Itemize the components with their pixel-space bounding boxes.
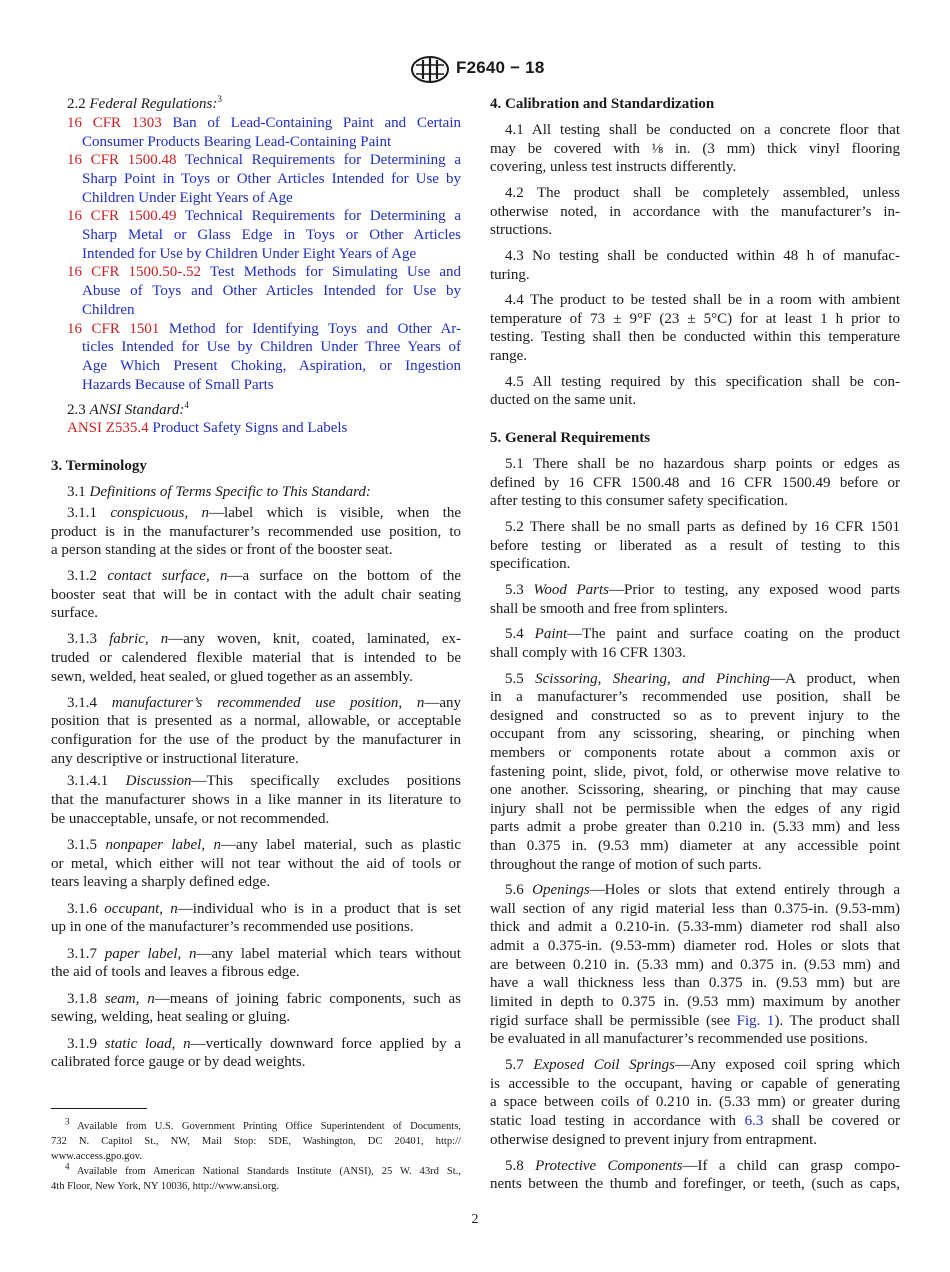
text-segment: otherwise noted, in accordance with the manufacturer’s in-	[490, 204, 900, 220]
text-segment: sewing, welding, heat sealing or gluing.	[51, 1009, 291, 1025]
text-line	[490, 600, 900, 619]
text-line	[51, 189, 461, 208]
text-line	[490, 1012, 900, 1031]
footnote-line	[51, 1179, 461, 1194]
text-line	[490, 837, 900, 856]
text-line	[51, 151, 461, 170]
text-line	[51, 376, 461, 395]
reference-link[interactable]: Intended for Use by Children Under Eight Years of Age	[82, 246, 417, 262]
text-segment: 5.4	[505, 626, 535, 642]
reference-link[interactable]: Ban of Lead-Containing Paint and Certain	[161, 115, 461, 131]
text-segment: shall be smooth and free from splinters.	[490, 601, 728, 617]
text-line	[490, 184, 900, 203]
reference-link[interactable]: Age Which Present Choking, Aspiration, or Ingestion	[82, 358, 461, 374]
text-segment: rigid surface shall be permissible (see	[490, 1013, 737, 1029]
text-segment: —a surface on the bottom of the	[227, 568, 462, 584]
reference-link[interactable]: Test Methods for Simulating Use and	[201, 264, 461, 280]
text-line	[490, 328, 900, 347]
text-segment: after testing to this consumer safety specification.	[490, 493, 788, 509]
reference-link[interactable]: Technical Requirements for Determining a	[176, 152, 461, 168]
text-line	[51, 226, 461, 245]
text-segment: shall be covered or	[763, 1113, 900, 1129]
text-line	[490, 158, 900, 177]
text-segment: 5.2 There shall be no small parts as defined by 16 CFR 1501	[505, 519, 900, 535]
text-segment: 3.1.3	[67, 631, 110, 647]
text-segment: position that is presented as a normal, allowable, or acceptable	[51, 713, 461, 729]
text-segment: throughout the range of motion of such parts.	[490, 857, 762, 873]
text-segment: before testing or liberated as a result of testing to this	[490, 538, 900, 554]
text-line	[51, 855, 461, 874]
text-segment: 3.1	[67, 484, 90, 500]
text-segment: ). The product shall	[774, 1013, 900, 1029]
text-line	[490, 373, 900, 392]
text-segment: Wood Parts	[533, 582, 609, 598]
text-segment: testing. Testing shall then be conducted within this temperature	[490, 329, 900, 345]
text-segment: —any woven, knit, coated, laminated, ex-	[168, 631, 461, 647]
text-segment: or metal, which either will not tear without the aid of tools or	[51, 856, 461, 872]
footnote-line	[51, 1116, 461, 1134]
text-line	[51, 567, 461, 586]
text-segment: configuration for the use of the product by the manufacturer in	[51, 732, 461, 748]
text-segment: Paint	[534, 626, 568, 642]
standard-designation: F2640 − 18	[456, 58, 545, 77]
text-line	[51, 750, 461, 769]
text-segment: manufacturer’s recommended use position, n	[111, 695, 425, 711]
text-line	[490, 347, 900, 366]
footnote-line	[51, 1161, 461, 1179]
text-line	[490, 492, 900, 511]
text-line	[51, 504, 461, 523]
text-line	[51, 731, 461, 750]
text-segment: calibrated force gauge or by dead weights.	[51, 1054, 306, 1070]
text-line	[490, 1157, 900, 1176]
text-segment: occupant, n	[104, 901, 178, 917]
text-line	[51, 1053, 461, 1072]
text-segment: turing.	[490, 267, 530, 283]
text-line	[490, 937, 900, 956]
text-segment: conspicuous, n	[110, 505, 210, 521]
text-segment: occupant from any scissoring, shearing, or pinching when	[490, 726, 900, 742]
text-segment: 4.1 All testing shall be conducted on a concrete floor that	[505, 122, 900, 138]
text-line	[51, 401, 461, 420]
right-column	[490, 0, 900, 1272]
text-segment: static load, n	[104, 1036, 191, 1052]
text-segment: that the manufacturer shows in a like manner in its literature to	[51, 792, 461, 808]
text-segment: —label which is visible, when the	[209, 505, 461, 521]
text-segment: designed and constructed so as to prevent injury to the	[490, 708, 900, 724]
footnote-divider	[51, 1108, 147, 1109]
text-segment: admit a 0.375-in. (9.53-mm) diameter rod. Holes or slots that	[490, 938, 900, 954]
text-segment: have a wall thickness less than 0.375 in. (9.53 mm) but are	[490, 975, 900, 991]
text-segment: —individual who is in a product that is set	[177, 901, 461, 917]
text-segment: 3.1.5	[67, 837, 106, 853]
reference-link[interactable]: Technical Requirements for Determining a	[176, 208, 461, 224]
text-segment: —The paint and surface coating on the product	[567, 626, 900, 642]
text-line	[51, 1008, 461, 1027]
text-segment: fabric, n	[109, 631, 169, 647]
footnote-line	[51, 1149, 461, 1164]
text-segment: nents between the thumb and forefinger, or teeth, (such as caps,	[490, 1176, 900, 1192]
text-line	[51, 133, 461, 152]
text-segment: 4.5 All testing required by this specification shall be con-	[505, 374, 900, 390]
text-line	[490, 1175, 900, 1194]
text-segment: www.access.gpo.gov.	[51, 1151, 143, 1162]
text-segment: Definitions of Terms Specific to This Standard:	[89, 484, 371, 500]
text-line	[51, 483, 461, 502]
text-segment: —This specifically excludes positions	[191, 773, 461, 789]
text-segment: 5.1 There shall be no hazardous sharp points or edges as	[505, 456, 900, 472]
left-column	[51, 0, 461, 1272]
text-segment: are between 0.210 in. (5.33 mm) and 0.375 in. (9.53 mm) and	[490, 957, 900, 973]
text-line	[490, 1131, 900, 1150]
text-segment: 4	[65, 1161, 70, 1172]
text-line	[490, 900, 900, 919]
text-line	[490, 140, 900, 159]
text-line	[51, 649, 461, 668]
reference-link[interactable]: Method for Identifying Toys and Other Ar-	[159, 321, 461, 337]
text-line	[490, 203, 900, 222]
text-line	[51, 963, 461, 982]
text-line	[490, 391, 900, 410]
text-segment: be evaluated in all manufacturer’s recommended use positions.	[490, 1031, 868, 1047]
text-segment: 3. Terminology	[51, 458, 147, 474]
text-segment: limited in depth to 0.375 in. (9.53 mm) maximum by another	[490, 994, 900, 1010]
reference-link[interactable]: Fig. 1	[736, 1013, 775, 1029]
text-segment: a person standing at the sides or front of the booster seat.	[51, 542, 393, 558]
text-line	[490, 918, 900, 937]
text-line	[490, 518, 900, 537]
text-line	[490, 800, 900, 819]
text-segment: 5.7	[505, 1057, 534, 1073]
text-line	[490, 1056, 900, 1075]
text-segment: contact surface, n	[107, 568, 228, 584]
text-segment: shall comply with 16 CFR 1303.	[490, 645, 686, 661]
text-line	[51, 419, 461, 438]
reference-link[interactable]: Children	[82, 302, 135, 318]
text-line	[490, 881, 900, 900]
text-segment: —means of joining fabric components, such as	[154, 991, 462, 1007]
text-line	[490, 581, 900, 600]
reference-link[interactable]: Sharp Metal or Glass Edge in Toys or Other Articles	[82, 227, 461, 243]
text-segment: Exposed Coil Springs	[533, 1057, 676, 1073]
reference-link[interactable]: 6.3	[744, 1113, 764, 1129]
text-line	[490, 856, 900, 875]
text-line	[490, 1112, 900, 1131]
text-segment: —any label material, such as plastic	[221, 837, 462, 853]
text-line	[490, 744, 900, 763]
text-segment: 3.1.9	[67, 1036, 105, 1052]
text-segment: structions.	[490, 222, 553, 238]
text-line	[490, 1075, 900, 1094]
text-segment: the aid of tools and leaves a fibrous edge.	[51, 964, 300, 980]
text-line	[490, 455, 900, 474]
text-line	[490, 818, 900, 837]
reference-link[interactable]: 16 CFR 1500.50-.52	[67, 264, 202, 280]
text-segment: 5. General Requirements	[490, 430, 651, 446]
text-segment: any descriptive or instructional literature.	[51, 751, 299, 767]
text-segment: 4. Calibration and Standardization	[490, 96, 715, 112]
text-segment: static load testing in accordance with	[490, 1113, 745, 1129]
text-line	[51, 207, 461, 226]
text-line	[490, 121, 900, 140]
text-line	[51, 245, 461, 264]
text-line	[51, 945, 461, 964]
text-line	[490, 993, 900, 1012]
reference-link[interactable]: Sharp Point in Toys or Other Articles Intended for Use by	[82, 171, 461, 187]
text-segment: seam, n	[104, 991, 155, 1007]
text-segment: parts admit a probe greater than 0.210 in. (5.33 mm) and less	[490, 819, 900, 835]
reference-link[interactable]: Product Safety Signs and Labels	[148, 420, 348, 436]
text-segment: Openings	[532, 882, 590, 898]
text-segment: Scissoring, Shearing, and Pinching	[535, 671, 771, 687]
text-line	[51, 301, 461, 320]
text-line	[490, 310, 900, 329]
text-segment: —If a child can grasp compo-	[682, 1158, 900, 1174]
text-line	[51, 630, 461, 649]
text-line	[490, 707, 900, 726]
reference-link[interactable]: 16 CFR 1500.49	[67, 208, 177, 224]
text-line	[490, 763, 900, 782]
text-segment: injury shall not be permissible when the edges of any rigid	[490, 801, 900, 817]
text-line	[490, 974, 900, 993]
text-line	[51, 457, 461, 476]
text-line	[490, 625, 900, 644]
text-segment: product is in the manufacturer’s recommended use position, to	[51, 524, 461, 540]
text-line	[490, 221, 900, 240]
text-line	[51, 541, 461, 560]
text-line	[51, 900, 461, 919]
text-segment: truded or calendered flexible material that is intended to be	[51, 650, 461, 666]
text-segment: Discussion	[125, 773, 192, 789]
text-segment: be unacceptable, unsafe, or not recommended.	[51, 811, 330, 827]
text-segment: —Prior to testing, any exposed wood parts	[609, 582, 901, 598]
text-line	[490, 474, 900, 493]
text-line	[51, 918, 461, 937]
text-segment: booster seat that will be in contact with the adult chair seating	[51, 587, 461, 603]
text-segment: 3.1.4.1	[67, 773, 126, 789]
text-line	[51, 170, 461, 189]
text-segment: thick and admit a 0.210-in. (5.33-mm) diameter rod shall also	[490, 919, 900, 935]
text-segment: up in one of the manufacturer’s recommended use positions.	[51, 919, 414, 935]
text-segment: covering, unless test instructs differently.	[490, 159, 737, 175]
text-segment: 4.4 The product to be tested shall be in a room with ambient	[505, 292, 900, 308]
text-segment: one another. Scissoring, shearing, or pinching that may cause	[490, 782, 900, 798]
text-segment: 3.1.4	[67, 695, 112, 711]
text-line	[51, 263, 461, 282]
text-segment: 3	[65, 1116, 70, 1127]
text-segment: —any	[424, 695, 462, 711]
text-segment: 2.3	[67, 402, 90, 418]
text-segment: 3.1.1	[67, 505, 111, 521]
text-segment: sewn, welded, heat sealed, or glued together as an assembly.	[51, 669, 413, 685]
text-segment: —vertically downward force applied by a	[190, 1036, 461, 1052]
text-line	[51, 668, 461, 687]
text-line	[490, 1093, 900, 1112]
text-line	[51, 95, 461, 114]
text-segment: —any label material which tears without	[196, 946, 461, 962]
text-segment: members or components rotate about a common axis or	[490, 745, 900, 761]
text-segment: 3	[217, 94, 222, 104]
text-segment: surface.	[51, 605, 99, 621]
text-line	[51, 1035, 461, 1054]
text-segment: 3.1.8	[67, 991, 105, 1007]
text-line	[51, 772, 461, 791]
text-segment: ducted on the same unit.	[490, 392, 637, 408]
text-segment: defined by 16 CFR 1500.48 and 16 CFR 1500.49 before or	[490, 475, 900, 491]
text-line	[490, 1030, 900, 1049]
reference-link[interactable]: Hazards Because of Small Parts	[82, 377, 274, 393]
text-line	[490, 291, 900, 310]
text-segment: temperature of 73 ± 9°F (23 ± 5°C) for at least 1 h prior to	[490, 311, 900, 327]
text-line	[490, 956, 900, 975]
text-line	[51, 338, 461, 357]
text-segment: Available from American National Standards Institute (ANSI), 25 W. 43rd St.,	[69, 1166, 461, 1177]
text-segment: 5.6	[505, 882, 533, 898]
text-line	[490, 95, 900, 114]
text-line	[51, 320, 461, 339]
text-line	[490, 688, 900, 707]
text-line	[51, 836, 461, 855]
text-line	[490, 555, 900, 574]
reference-link[interactable]: Children Under Eight Years of Age	[82, 190, 293, 206]
text-line	[51, 282, 461, 301]
text-line	[490, 429, 900, 448]
text-line	[51, 523, 461, 542]
text-segment: range.	[490, 348, 528, 364]
text-line	[51, 586, 461, 605]
text-segment: 4.3 No testing shall be conducted within 48 h of manufac-	[505, 248, 900, 264]
text-segment: —A product, when	[770, 671, 900, 687]
text-segment: Available from U.S. Government Printing Office Superintendent of Documents,	[69, 1121, 461, 1132]
text-segment: a space between coils of 0.210 in. (5.33 mm) or greater during	[490, 1094, 900, 1110]
text-line	[51, 791, 461, 810]
text-line	[51, 990, 461, 1009]
text-line	[51, 810, 461, 829]
text-segment: 3.1.7	[67, 946, 105, 962]
text-line	[490, 644, 900, 663]
text-segment: 3.1.2	[67, 568, 108, 584]
page-number: 2	[471, 1212, 479, 1227]
text-segment: —Holes or slots that extend entirely through a	[589, 882, 901, 898]
text-line	[51, 712, 461, 731]
text-line	[490, 537, 900, 556]
text-segment: otherwise designed to prevent injury from entrapment.	[490, 1132, 817, 1148]
text-line	[51, 357, 461, 376]
text-segment: Protective Components	[535, 1158, 683, 1174]
text-segment: wall section of any rigid material less than 0.375-in. (9.53-mm)	[490, 901, 900, 917]
text-segment: 5.8	[505, 1158, 536, 1174]
reference-link[interactable]: Consumer Products Bearing Lead-Containing Paint	[82, 134, 392, 150]
text-line	[490, 247, 900, 266]
text-line	[51, 114, 461, 133]
text-segment: 2.2	[67, 96, 90, 112]
text-line	[490, 670, 900, 689]
text-line	[490, 781, 900, 800]
text-segment: 4.2 The product shall be completely assembled, unless	[505, 185, 900, 201]
text-segment: than 0.375 in. (9.53 mm) diameter at any accessible point	[490, 838, 900, 854]
text-segment: paper label, n	[104, 946, 197, 962]
text-segment: 4th Floor, New York, NY 10036, http://www.ansi.org.	[51, 1181, 280, 1192]
text-segment: in a manufacturer’s recommended use position, shall be	[490, 689, 900, 705]
text-segment: Federal Regulations:	[89, 96, 218, 112]
reference-link[interactable]: 16 CFR 1500.48	[67, 152, 177, 168]
text-line	[51, 694, 461, 713]
text-line	[490, 266, 900, 285]
text-segment: may be covered with ⅛ in. (3 mm) thick vinyl flooring	[490, 141, 900, 157]
text-segment: 732 N. Capitol St., NW, Mail Stop: SDE, Washington, DC 20401, http://	[51, 1136, 461, 1147]
text-segment: 4	[184, 400, 189, 410]
text-segment: 3.1.6	[67, 901, 105, 917]
text-segment: is accessible to the occupant, having or capable of generating	[490, 1076, 900, 1092]
text-segment: —Any exposed coil spring which	[675, 1057, 900, 1073]
text-segment: 5.3	[505, 582, 534, 598]
text-segment: tears leaving a sharply defined edge.	[51, 874, 271, 890]
footnote-line	[51, 1134, 461, 1149]
reference-link[interactable]: 16 CFR 1303	[67, 115, 162, 131]
text-line	[51, 604, 461, 623]
text-line	[490, 725, 900, 744]
text-segment: specification.	[490, 556, 571, 572]
reference-link[interactable]: ANSI Z535.4	[67, 420, 149, 436]
text-segment: ANSI Standard:	[89, 402, 185, 418]
reference-link[interactable]: ticles Intended for Use by Children Under Three Years of	[82, 339, 461, 355]
reference-link[interactable]: 16 CFR 1501	[67, 321, 160, 337]
text-segment: fastening point, slide, pivot, fold, or otherwise move relative to	[490, 764, 900, 780]
text-segment: 5.5	[505, 671, 536, 687]
text-line	[51, 873, 461, 892]
text-segment: nonpaper label, n	[105, 837, 222, 853]
reference-link[interactable]: Abuse of Toys and Other Articles Intended for Use by	[82, 283, 461, 299]
